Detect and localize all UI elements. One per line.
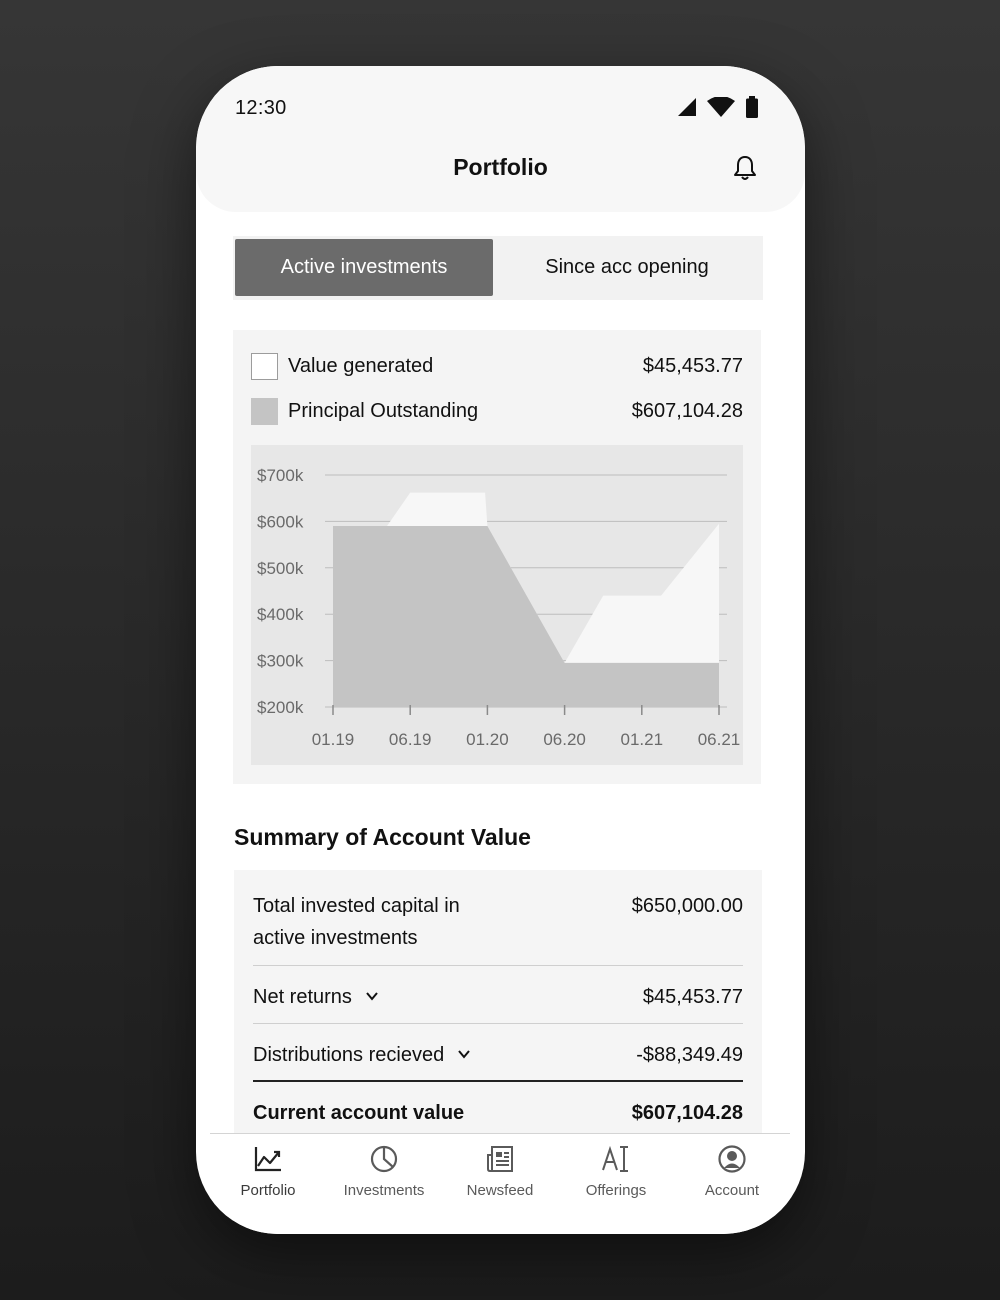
summary-row-net-returns[interactable] <box>253 981 743 1013</box>
y-tick-label: $300k <box>257 651 304 671</box>
summary-label: Current account value <box>253 1102 465 1124</box>
legend-value-generated <box>251 351 743 381</box>
chart-card <box>233 330 761 784</box>
summary-value: $45,453.77 <box>642 986 743 1008</box>
chevron-down-icon[interactable] <box>366 990 378 1002</box>
summary-label: Distributions recieved <box>253 1044 445 1066</box>
summary-row-invested-capital <box>253 890 743 954</box>
summary-label: Total invested capital in <box>253 895 460 917</box>
x-tick-label: 01.21 <box>620 730 664 749</box>
top-bar <box>196 66 805 212</box>
newspaper-icon <box>485 1144 515 1174</box>
x-tick-label: 01.20 <box>466 730 509 749</box>
tab-newsfeed[interactable] <box>442 1144 558 1199</box>
status-icons <box>677 96 759 118</box>
legend-label: Principal Outstanding <box>288 399 479 422</box>
tab-portfolio[interactable] <box>210 1144 326 1199</box>
bottom-tab-bar <box>210 1133 790 1234</box>
tab-active-investments[interactable]: Active investments <box>235 239 493 296</box>
text-cursor-icon <box>601 1144 631 1174</box>
legend-value: $607,104.28 <box>631 399 743 422</box>
tab-account[interactable] <box>674 1144 790 1199</box>
summary-row-current-value <box>253 1097 743 1129</box>
total-divider <box>253 1080 743 1082</box>
tab-label: Newsfeed <box>466 1182 534 1199</box>
legend-value: $45,453.77 <box>642 354 743 377</box>
chart-svg <box>251 445 743 765</box>
bell-icon[interactable] <box>731 154 759 182</box>
battery-icon <box>745 96 759 118</box>
x-tick-label: 06.21 <box>697 730 741 749</box>
divider <box>253 965 743 966</box>
tab-label: Offerings <box>585 1182 647 1199</box>
tab-label: Investments <box>343 1182 425 1199</box>
x-tick-label: 06.20 <box>543 730 586 749</box>
summary-label: active investments <box>253 927 418 949</box>
tab-label: Portfolio <box>240 1182 296 1199</box>
user-circle-icon <box>717 1144 747 1174</box>
divider <box>253 1023 743 1024</box>
x-tick-label: 06.19 <box>388 730 432 749</box>
y-tick-label: $400k <box>257 605 304 625</box>
wifi-icon <box>707 97 735 117</box>
pie-chart-icon <box>369 1144 399 1174</box>
summary-value: -$88,349.49 <box>636 1044 743 1066</box>
phone-frame <box>196 66 805 1234</box>
chart-trend-icon <box>253 1144 283 1174</box>
summary-label: Net returns <box>253 986 352 1008</box>
tab-offerings[interactable] <box>558 1144 674 1199</box>
summary-value: $607,104.28 <box>631 1102 743 1124</box>
y-tick-label: $700k <box>257 466 304 485</box>
summary-card <box>234 870 762 1140</box>
y-tick-label: $600k <box>257 512 304 532</box>
tab-since-acc-opening[interactable]: Since acc opening <box>545 256 709 278</box>
period-toggle <box>233 236 763 300</box>
y-tick-label: $200k <box>257 698 304 717</box>
summary-value: $650,000.00 <box>631 895 743 917</box>
page-title: Portfolio <box>453 154 548 180</box>
chevron-down-icon[interactable] <box>458 1048 470 1060</box>
legend-swatch <box>251 398 278 425</box>
legend-principal-outstanding <box>251 396 743 426</box>
x-tick-label: 01.19 <box>311 730 355 749</box>
legend-label: Value generated <box>288 354 434 377</box>
status-time: 12:30 <box>235 97 287 119</box>
cellular-signal-icon <box>677 97 697 117</box>
y-tick-label: $500k <box>257 558 304 578</box>
tab-label: Account <box>704 1182 760 1199</box>
tab-investments[interactable] <box>326 1144 442 1199</box>
area-chart <box>251 445 743 765</box>
legend-swatch <box>251 353 278 380</box>
summary-title: Summary of Account Value <box>234 824 531 850</box>
summary-row-distributions[interactable] <box>253 1039 743 1071</box>
